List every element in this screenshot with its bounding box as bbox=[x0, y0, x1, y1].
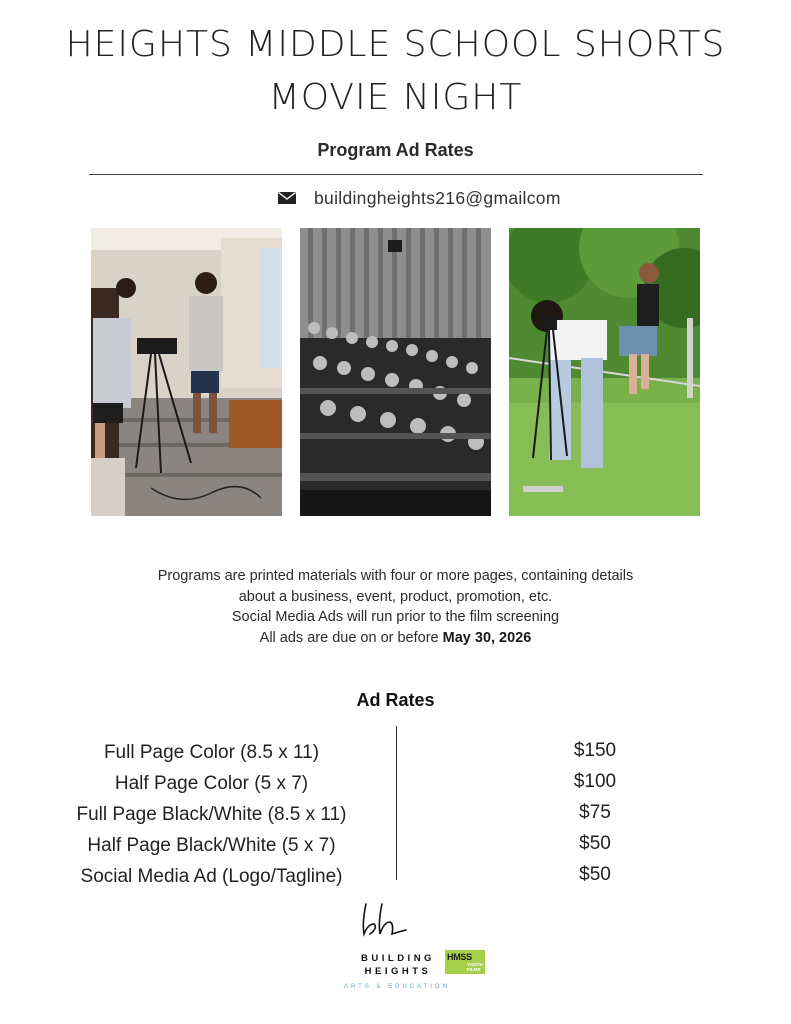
ad-rate-name: Full Page Color (8.5 x 11) bbox=[103, 742, 320, 763]
logo-name bbox=[352, 952, 444, 978]
page-title bbox=[0, 18, 791, 124]
title-line-2: MOVIE NIGHT bbox=[268, 77, 523, 118]
due-date-prefix: All ads are due on or before bbox=[259, 629, 443, 646]
ad-rate-name: Half Page Color (5 x 7) bbox=[114, 773, 309, 794]
logo-name-line-2: HEIGHTS bbox=[364, 966, 432, 977]
badge-subtitle bbox=[467, 963, 483, 972]
contact-email[interactable]: buildingheights216@gmailcom bbox=[314, 187, 561, 208]
ad-rate-price: $50 bbox=[579, 833, 611, 854]
hmss-youth-films-badge bbox=[445, 950, 485, 974]
ad-rate-name: Social Media Ad (Logo/Tagline) bbox=[80, 866, 343, 887]
photo-audience-in-theater bbox=[300, 228, 491, 516]
ad-rate-price: $100 bbox=[573, 771, 617, 792]
ad-rate-name: Full Page Black/White (8.5 x 11) bbox=[76, 804, 347, 825]
badge-subtitle-line-1: YOUTH bbox=[467, 962, 483, 967]
building-heights-logo bbox=[296, 890, 496, 1000]
ad-rate-price: $150 bbox=[573, 740, 617, 761]
ad-rates-heading: Ad Rates bbox=[356, 690, 435, 710]
badge-subtitle-line-2: FILMS bbox=[467, 966, 481, 972]
ad-rate-price: $50 bbox=[579, 864, 611, 885]
program-info bbox=[0, 566, 791, 648]
header-divider bbox=[89, 174, 703, 175]
contact-email-row bbox=[278, 186, 561, 210]
info-line-3: Social Media Ads will run prior to the film screening bbox=[231, 609, 560, 625]
logo-tagline: ARTS & EDUCATION bbox=[343, 984, 451, 990]
info-line-2: about a business, event, product, promotion, etc. bbox=[238, 588, 553, 605]
ad-rate-prices bbox=[540, 735, 650, 890]
title-line-1: HEIGHTS MIDDLE SCHOOL SHORTS bbox=[65, 24, 726, 65]
ad-rate-names bbox=[50, 737, 373, 892]
badge-title: HMSS bbox=[447, 952, 472, 962]
photo-students-filming-outdoors bbox=[509, 228, 700, 516]
photo-students-filming-indoors bbox=[91, 228, 282, 516]
ad-rate-name: Half Page Black/White (5 x 7) bbox=[87, 835, 336, 856]
page-subtitle: Program Ad Rates bbox=[317, 140, 474, 160]
info-line-4 bbox=[0, 628, 791, 649]
rates-divider bbox=[396, 726, 397, 880]
ad-rate-price: $75 bbox=[579, 802, 611, 823]
due-date: May 30, 2026 bbox=[442, 629, 532, 646]
envelope-icon bbox=[278, 192, 296, 204]
bh-script-logo-icon bbox=[358, 900, 418, 940]
logo-name-line-1: BUILDING bbox=[361, 953, 435, 964]
info-line-1: Programs are printed materials with four or more pages, containing details bbox=[157, 568, 634, 584]
